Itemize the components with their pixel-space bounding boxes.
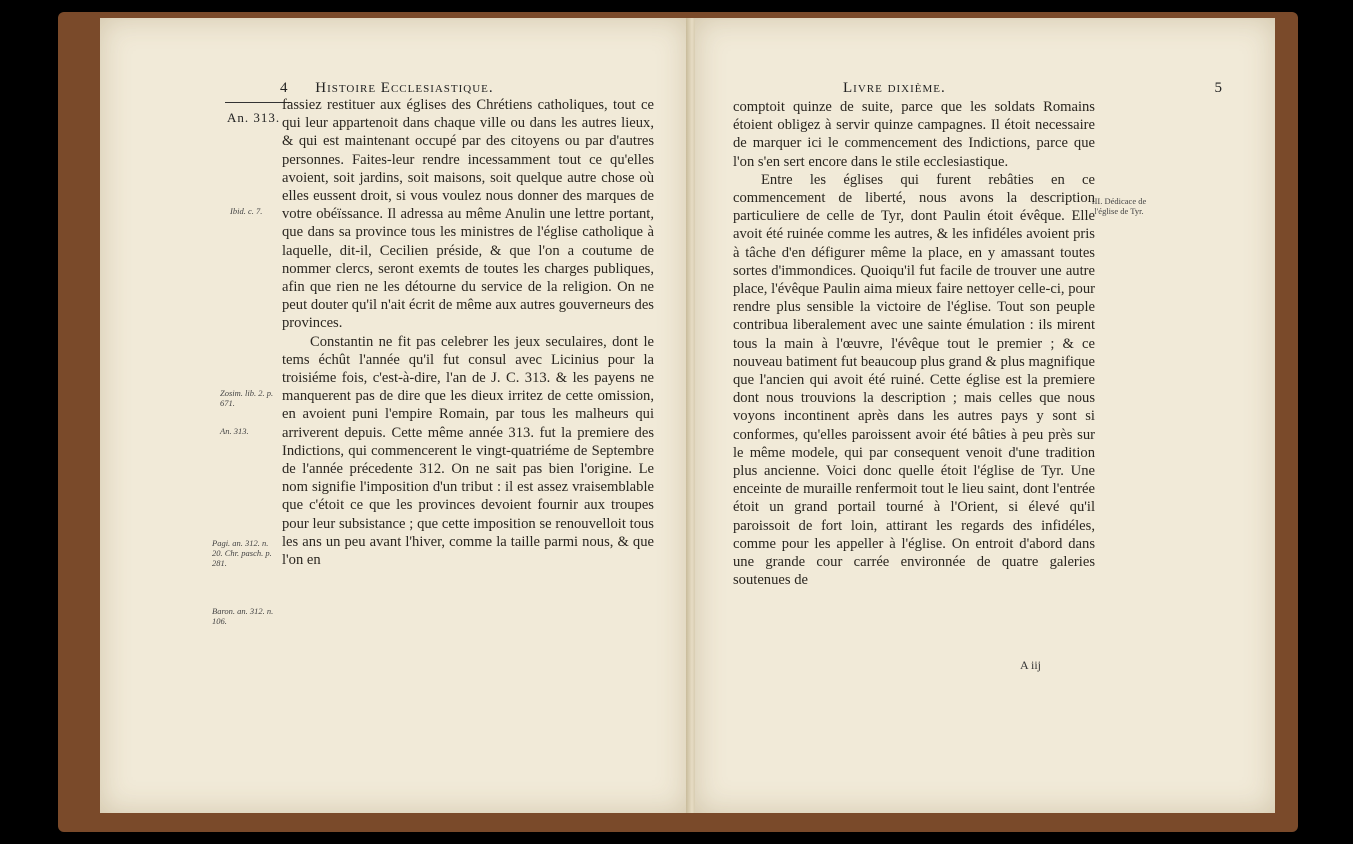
left-text <box>282 96 654 569</box>
margin-note-3: An. 313. <box>220 426 249 436</box>
left-running-head: Histoire Ecclesiastique. <box>315 80 494 96</box>
margin-note-4: Pagi. an. 312. n. 20. Chr. pasch. p. 281. <box>212 538 272 568</box>
right-text <box>733 98 1095 589</box>
right-paragraph-2: Entre les églises qui furent rebâties en ce commencement de liberté, nous avons la description particuliere de celle de Tyr, dont Paulin étoit évêque. Elle avoit été ruinée comme les autres, & les infidéles avoient pris à tâche d'en défigurer même la place, en y amassant toutes sortes d'immondices. Quoiqu'il fut facile de trouver une autre place, l'évêque Paulin aima mieux faire nettoyer celle-ci, pour rendre plus sensible la victoire de l'église. Tout son peuple contribua liberalement avec une sainte émulation : ils mirent tous la main à l'œuvre, l'évêque tout le premier ; & ce nouveau batiment fut beaucoup plus grand & plus magnifique que l'ancien qui avoit été ruiné. Cette église est la premiere dont nous trouvions la description ; mais celles que nous voyons incontinent après dans les autres pays y sont si conformes, qu'elles paroissent avoir été bâties à peu près sur le même modele, qui par consequent venoit d'une tradition plus ancienne. Voici donc quelle étoit l'église de Tyr. Une enceinte de muraille renfermoit tout le lieu saint, dont l'entrée étoit un grand portail tourné à l'Orient, si élevé qu'il paroissoit de fort loin, attirant les regards des infidéles, comme pour les appeller à l'église. On entroit d'abord dans une grande cour carrée environnée de quatre galeries soutenues de <box>733 171 1095 589</box>
left-page <box>100 18 688 813</box>
signature-mark: A iij <box>1020 658 1042 672</box>
margin-note-1: Ibid. c. 7. <box>230 206 263 216</box>
right-margin-note: III. Dédicace de l'église de Tyr. <box>1091 196 1147 216</box>
margin-note-5: Baron. an. 312. n. 106. <box>212 606 274 626</box>
right-running-head: Livre dixième. <box>843 80 946 96</box>
margin-note-2: Zosim. lib. 2. p. 671. <box>220 388 274 408</box>
year-marker: An. 313. <box>227 110 281 125</box>
left-paragraph-2: Constantin ne fit pas celebrer les jeux seculaires, dont le tems échût l'année qu'il fut consul avec Licinius pour la troisiéme fois, c'est-à-dire, l'an de J. C. 313. & les payens ne manquerent pas de dire que les dieux irritez de cette omission, en avoient puni l'empire Romain, par tous les malheurs qui arriverent depuis. Cette même année 313. fut la premiere des Indictions, qui commencerent le vingt-quatriéme de Septembre de l'année précedente 312. On ne sait pas bien l'origine. Le nom signifie l'imposition d'un tribut : il est assez vraisemblable que c'étoit ce que les provinces devoient fournir aux troupes pour leur subsistance ; que cette imposition se renouvelloit tous les ans un peu avant l'hiver, comme la taille parmi nous, & que l'on en <box>282 333 654 569</box>
left-page-number: 4 <box>280 80 289 96</box>
left-paragraph-1: fassiez restituer aux églises des Chrétiens catholiques, tout ce qui leur appartenoit dans chaque ville ou dans les autres lieux, & qui est maintenant occupé par des citoyens ou par d'autres personnes. Faites-leur rendre incessamment tout ce qu'elles avoient, soit jardins, soit maisons, soit quelque autre chose où elles eussent droit, si vous voulez nous donner des marques de votre obéïssance. Il adressa au même Anulin une lettre portant, que dans sa province tous les ministres de l'église catholique à laquelle, dit-il, Cecilien préside, & que l'on a coutume de nommer clercs, seront exemts de toutes les charges publiques, afin que rien ne les détourne du service de la religion. On ne peut douter qu'il n'ait écrit de même aux autres gouverneurs des provinces. <box>282 97 654 332</box>
right-page-number: 5 <box>1214 80 1223 96</box>
right-paragraph-1: comptoit quinze de suite, parce que les soldats Romains étoient obligez à servir quinze campagnes. Il étoit necessaire de marquer ici le commencement des Indictions, parce que l'on s'en sert encore dans le stile ecclesiastique. <box>733 99 1095 170</box>
right-page <box>695 18 1275 813</box>
